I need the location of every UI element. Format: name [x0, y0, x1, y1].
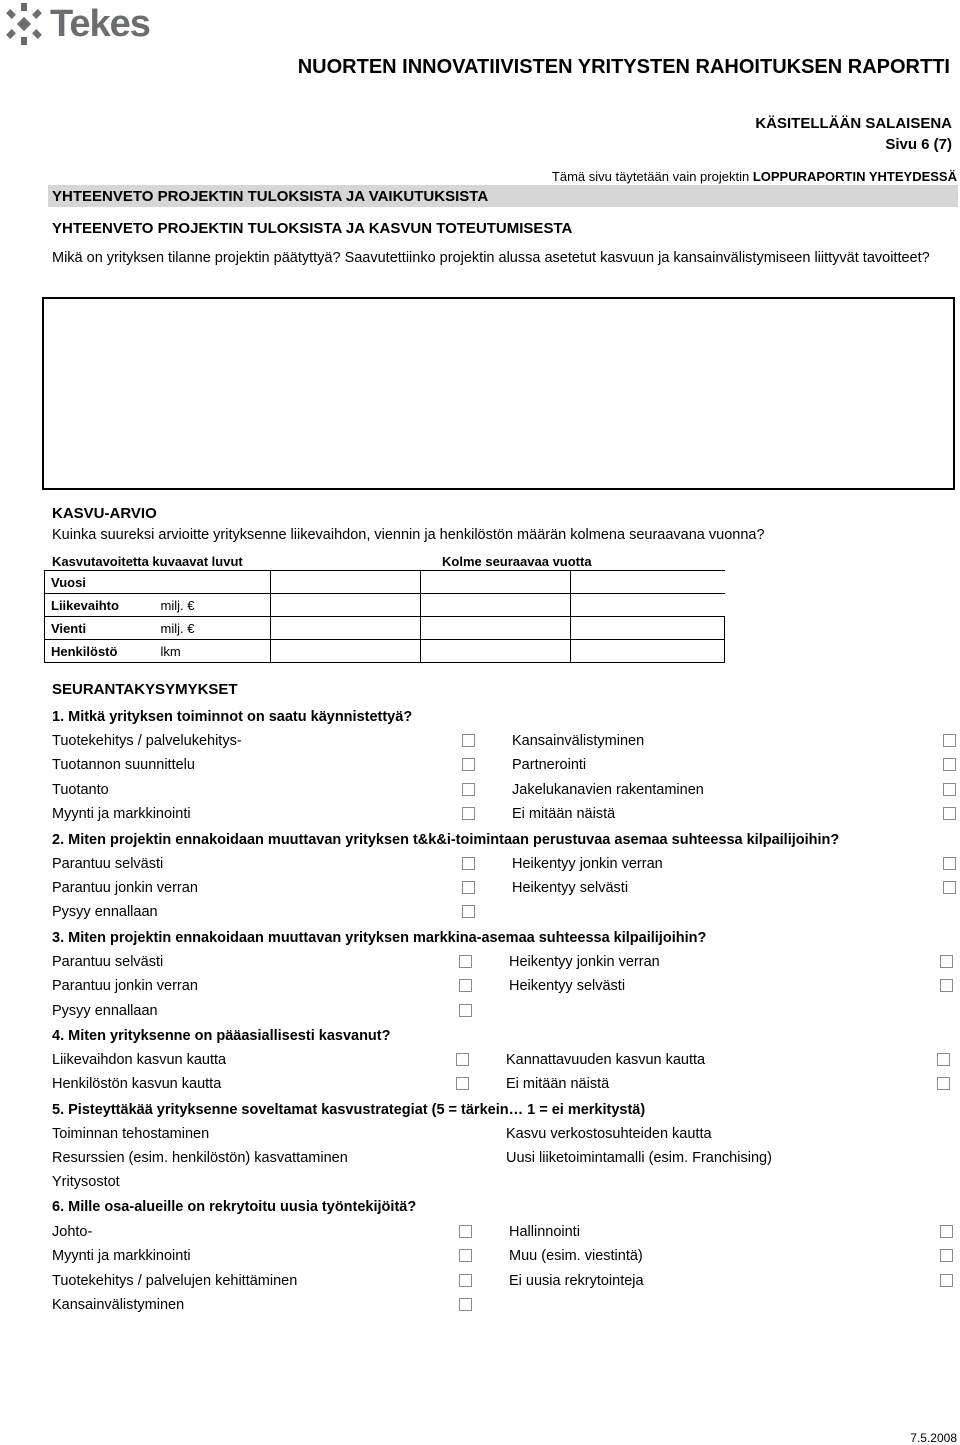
option-label: Kannattavuuden kasvun kautta [506, 1052, 706, 1068]
question-5-title: 5. Pisteyttäkää yrityksenne soveltamat kasvustrategiat (5 = tärkein… 1 = ei merkitystä) [52, 1102, 646, 1118]
footer-date: 7.5.2008 [910, 1431, 957, 1445]
answer-textarea[interactable] [42, 297, 955, 490]
checkbox[interactable] [943, 807, 956, 820]
year-3-cell[interactable] [571, 617, 725, 640]
checkbox[interactable] [943, 758, 956, 771]
option-label: Tuotanto [52, 782, 109, 798]
row-label: Vuosi [45, 571, 155, 594]
option-label: Parantuu jonkin verran [52, 978, 198, 994]
year-3-cell[interactable] [571, 594, 725, 617]
table-header-figures: Kasvutavoitetta kuvaavat luvut [52, 554, 243, 569]
checkbox[interactable] [462, 734, 475, 747]
kasvu-heading: KASVU-ARVIO [52, 505, 157, 522]
option-label: Uusi liiketoimintamalli (esim. Franchising) [506, 1150, 772, 1166]
table-row [45, 640, 725, 663]
fill-note-bold: LOPPURAPORTIN YHTEYDESSÄ [752, 169, 957, 184]
checkbox[interactable] [459, 1249, 472, 1262]
kasvu-question: Kuinka suureksi arvioitte yrityksenne liikevaihdon, viennin ja henkilöstön määrän kolmena seuraavana vuonna? [52, 527, 765, 543]
fill-note [552, 169, 957, 184]
option-label: Parantuu selvästi [52, 856, 164, 872]
confidentiality-block [755, 113, 952, 155]
option-label: Myynti ja markkinointi [52, 1248, 191, 1264]
year-1-cell[interactable] [271, 571, 421, 594]
option-label: Tuotannon suunnittelu [52, 757, 195, 773]
option-label: Heikentyy jonkin verran [509, 954, 660, 970]
checkbox[interactable] [459, 1225, 472, 1238]
checkbox[interactable] [943, 857, 956, 870]
checkbox[interactable] [456, 1077, 469, 1090]
checkbox[interactable] [459, 1004, 472, 1017]
checkbox[interactable] [459, 955, 472, 968]
checkbox[interactable] [462, 905, 475, 918]
option-label: Johto- [52, 1224, 93, 1240]
option-label: Ei mitään näistä [506, 1076, 610, 1092]
year-1-cell[interactable] [271, 594, 421, 617]
option-label: Kasvu verkostosuhteiden kautta [506, 1126, 712, 1142]
option-label: Partnerointi [512, 757, 587, 773]
option-label: Ei mitään näistä [512, 806, 616, 822]
checkbox[interactable] [937, 1077, 950, 1090]
option-label: Pysyy ennallaan [52, 904, 158, 920]
checkbox[interactable] [462, 881, 475, 894]
checkbox[interactable] [943, 881, 956, 894]
checkbox[interactable] [940, 1274, 953, 1287]
option-label: Resurssien (esim. henkilöstön) kasvattaminen [52, 1150, 348, 1166]
checkbox[interactable] [459, 1274, 472, 1287]
checkbox[interactable] [940, 955, 953, 968]
checkbox[interactable] [943, 734, 956, 747]
table-row [45, 594, 725, 617]
checkbox[interactable] [462, 758, 475, 771]
question-6-title: 6. Mille osa-alueille on rekrytoitu uusia työntekijöitä? [52, 1199, 417, 1215]
question-4-title: 4. Miten yrityksenne on pääasiallisesti kasvanut? [52, 1028, 391, 1044]
option-label: Muu (esim. viestintä) [509, 1248, 643, 1264]
year-2-cell[interactable] [421, 571, 571, 594]
checkbox[interactable] [937, 1053, 950, 1066]
year-3-cell[interactable] [571, 640, 725, 663]
option-label: Kansainvälistyminen [512, 733, 645, 749]
growth-question: Mikä on yrityksen tilanne projektin päätyttyä? Saavutettiinko projektin alussa asetetut kasvuun ja kansainvälistymiseen liittyvät tavoitteet? [52, 250, 930, 266]
option-label: Tuotekehitys / palvelujen kehittäminen [52, 1273, 298, 1289]
option-label: Tuotekehitys / palvelukehitys- [52, 733, 242, 749]
option-label: Heikentyy selvästi [512, 880, 629, 896]
checkbox[interactable] [462, 783, 475, 796]
option-label: Liikevaihdon kasvun kautta [52, 1052, 227, 1068]
confidential-label: KÄSITELLÄÄN SALAISENA [755, 115, 952, 132]
checkbox[interactable] [456, 1053, 469, 1066]
option-label: Toiminnan tehostaminen [52, 1126, 210, 1142]
option-label: Pysyy ennallaan [52, 1003, 158, 1019]
option-label: Parantuu jonkin verran [52, 880, 198, 896]
table-header-years: Kolme seuraavaa vuotta [442, 554, 592, 569]
row-label: Liikevaihto [45, 594, 155, 617]
option-label: Heikentyy selvästi [509, 978, 626, 994]
option-label: Hallinnointi [509, 1224, 580, 1240]
document-title: NUORTEN INNOVATIIVISTEN YRITYSTEN RAHOITUKSEN RAPORTTI [297, 56, 950, 78]
fill-note-text: Tämä sivu täytetään vain projektin [551, 169, 753, 184]
question-2-title: 2. Miten projektin ennakoidaan muuttavan yrityksen t&k&i-toimintaan perustuvaa asemaa suhteessa kilpailijoihin? [52, 832, 840, 848]
checkbox[interactable] [940, 1249, 953, 1262]
year-1-cell[interactable] [271, 640, 421, 663]
row-label: Vienti [45, 617, 155, 640]
checkbox[interactable] [943, 783, 956, 796]
year-3-cell[interactable] [571, 571, 725, 594]
option-label: Kansainvälistyminen [52, 1297, 185, 1313]
year-2-cell[interactable] [421, 617, 571, 640]
year-1-cell[interactable] [271, 617, 421, 640]
checkbox[interactable] [940, 1225, 953, 1238]
checkbox[interactable] [940, 979, 953, 992]
tekes-logo-icon [4, 2, 44, 46]
row-unit [155, 571, 271, 594]
option-label: Parantuu selvästi [52, 954, 164, 970]
question-3-title: 3. Miten projektin ennakoidaan muuttavan yrityksen markkina-asemaa suhteessa kilpailijoihin? [52, 930, 707, 946]
section-title-growth: YHTEENVETO PROJEKTIN TULOKSISTA JA KASVUN TOTEUTUMISESTA [52, 220, 573, 237]
section-title-results: YHTEENVETO PROJEKTIN TULOKSISTA JA VAIKUTUKSISTA [52, 188, 489, 205]
row-unit: lkm [155, 640, 271, 663]
table-row [45, 571, 725, 594]
checkbox[interactable] [459, 979, 472, 992]
option-label: Heikentyy jonkin verran [512, 856, 663, 872]
table-row [45, 617, 725, 640]
followup-heading: SEURANTAKYSYMYKSET [52, 681, 238, 698]
logo-text: Tekes [50, 2, 150, 45]
year-2-cell[interactable] [421, 640, 571, 663]
checkbox[interactable] [462, 807, 475, 820]
year-2-cell[interactable] [421, 594, 571, 617]
question-1-title: 1. Mitkä yrityksen toiminnot on saatu käynnistettyä? [52, 709, 413, 725]
checkbox[interactable] [462, 857, 475, 870]
option-label: Yritysostot [52, 1174, 120, 1190]
row-unit: milj. € [155, 594, 271, 617]
tekes-logo [4, 2, 150, 46]
option-label: Jakelukanavien rakentaminen [512, 782, 704, 798]
row-label: Henkilöstö [45, 640, 155, 663]
option-label: Myynti ja markkinointi [52, 806, 191, 822]
option-label: Henkilöstön kasvun kautta [52, 1076, 222, 1092]
row-unit: milj. € [155, 617, 271, 640]
page-number: Sivu 6 (7) [885, 136, 952, 153]
checkbox[interactable] [459, 1298, 472, 1311]
growth-table [44, 570, 725, 663]
option-label: Ei uusia rekrytointeja [509, 1273, 644, 1289]
